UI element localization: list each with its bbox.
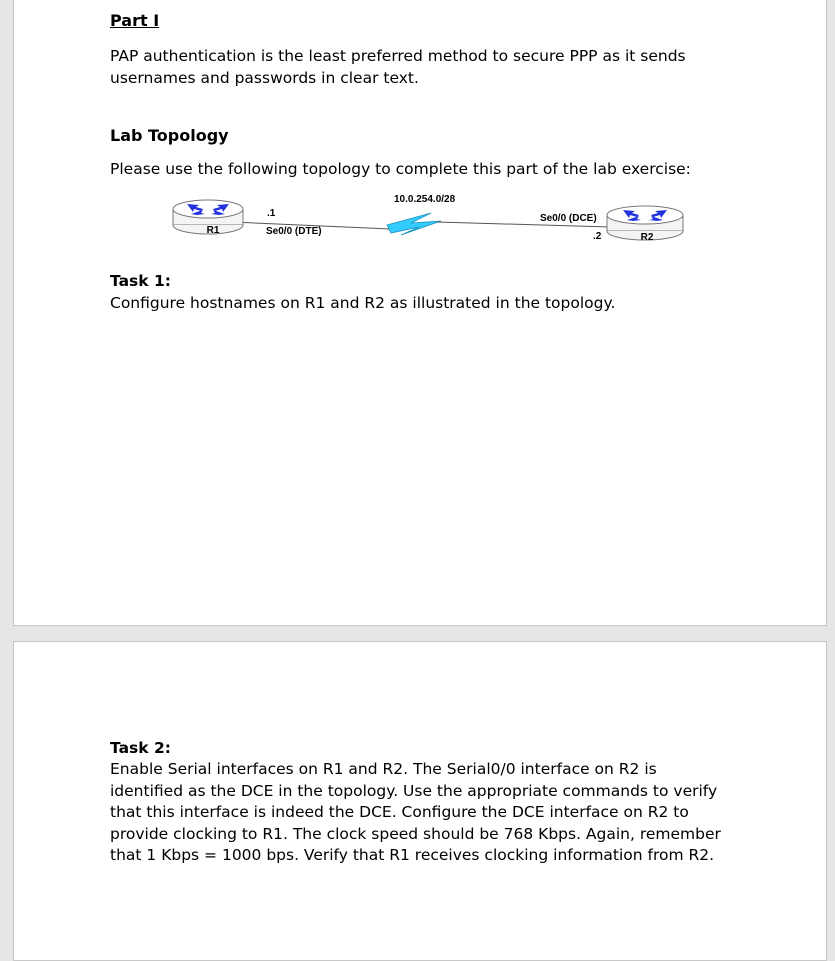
network-label: 10.0.254.0/28 (394, 194, 456, 205)
document-page-2 (13, 641, 827, 961)
r1-ip: .1 (267, 208, 276, 219)
r2-interface-label: Se0/0 (DCE) (540, 213, 597, 224)
document-page-1 (13, 0, 827, 626)
task2-heading: Task 2: (110, 739, 171, 757)
task1-heading: Task 1: (110, 272, 171, 290)
task2-text: Enable Serial interfaces on R1 and R2. The Serial0/0 interface on R2 is identified as the DCE in the topology. Use the appropriate commands to verify that this interface is indeed the DCE. Configure the DCE interface on R2 to provide clocking to R1. The clock speed should be 768 Kbps. Again, remember that 1 Kbps = 1000 bps. Verify that R1 receives clocking information from R2. (110, 760, 721, 864)
network-topology-diagram (169, 189, 689, 259)
r1-interface-label: Se0/0 (DTE) (266, 226, 322, 237)
r2-ip: .2 (593, 231, 602, 242)
part-heading: Part I (110, 11, 160, 30)
r2-label: R2 (640, 232, 654, 243)
topology-heading: Lab Topology (110, 126, 229, 145)
r1-label: R1 (206, 225, 220, 236)
intro-paragraph: PAP authentication is the least preferred method to secure PPP as it sends usernames and passwords in clear text. (110, 47, 686, 87)
topology-instruction: Please use the following topology to complete this part of the lab exercise: (110, 160, 691, 178)
task1-text: Configure hostnames on R1 and R2 as illustrated in the topology. (110, 294, 616, 312)
